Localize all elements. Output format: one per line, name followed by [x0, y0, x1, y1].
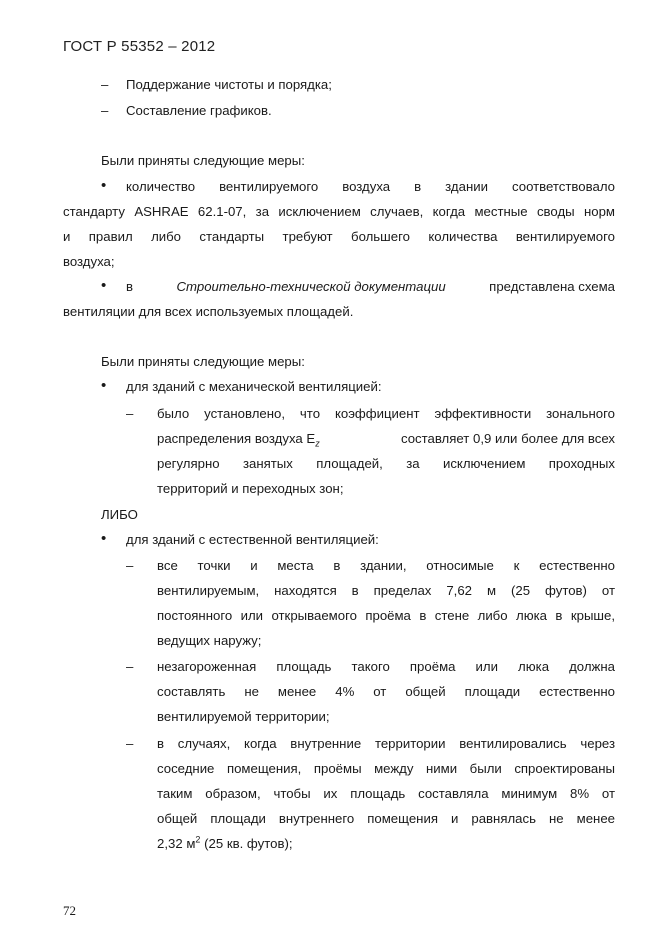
italic-doc-title: Строительно-технической документации — [176, 279, 446, 294]
dash-marker: – — [126, 659, 134, 674]
text-segment — [157, 430, 320, 447]
section-intro: Были приняты следующие меры: — [101, 354, 305, 369]
paragraph-line: и правил либо стандарты требуют большего количества вентилируемого — [63, 229, 615, 244]
bullet-marker: • — [101, 277, 107, 294]
dash-marker: – — [101, 77, 109, 92]
text-segment: 2,32 м — [157, 836, 196, 851]
text-segment: в — [126, 279, 134, 294]
paragraph-line: таким образом, чтобы их площадь составляла минимум 8% от — [157, 786, 615, 801]
text-segment: представлена схема — [489, 279, 615, 294]
paragraph-line: все точки и места в здании, относимые к естественно — [157, 558, 615, 573]
paragraph-line: незагороженная площадь такого проёма или люка должна — [157, 659, 615, 674]
dash-marker: – — [126, 736, 134, 751]
bullet-marker: • — [101, 530, 107, 547]
document-header: ГОСТ Р 55352 – 2012 — [63, 38, 216, 55]
bullet-marker: • — [101, 177, 107, 194]
text-segment: составляет 0,9 или более для всех — [400, 431, 615, 446]
dash-marker: – — [126, 558, 134, 573]
paragraph-line: количество вентилируемого воздуха в здании соответствовало — [126, 179, 615, 194]
paragraph-line: вентилируемым, находятся в пределах 7,62 м (25 футов) от — [157, 583, 615, 598]
subscript: z — [315, 438, 320, 449]
paragraph-line: территорий и переходных зон; — [157, 481, 344, 496]
paragraph-line — [126, 278, 615, 295]
text-segment: распределения воздуха E — [157, 431, 316, 446]
paragraph-line: соседние помещения, проёмы между ними были спроектированы — [157, 761, 615, 776]
subsection-title: для зданий с естественной вентиляцией: — [126, 532, 379, 547]
paragraph-line: общей площади внутреннего помещения и равнялась не менее — [157, 811, 615, 826]
dash-marker: – — [126, 406, 134, 421]
paragraph-line — [157, 430, 615, 447]
paragraph-line: вентиляции для всех используемых площадей. — [63, 304, 354, 319]
subsection-title: для зданий с механической вентиляцией: — [126, 379, 382, 394]
dash-marker: – — [101, 103, 109, 118]
paragraph-line: регулярно занятых площадей, за исключением проходных — [157, 456, 615, 471]
paragraph-line: постоянного или открываемого проёма в стене либо люка в крыше, — [157, 608, 615, 623]
text-segment: (25 кв. футов); — [204, 836, 293, 851]
bullet-marker: • — [101, 377, 107, 394]
or-label: ЛИБО — [101, 507, 138, 522]
paragraph-line: было установлено, что коэффициент эффективности зонального — [157, 406, 615, 421]
paragraph-line: вентилируемой территории; — [157, 709, 330, 724]
list-item: Поддержание чистоты и порядка; — [126, 77, 332, 92]
page-number: 72 — [63, 903, 76, 918]
paragraph-line: составлять не менее 4% от общей площади естественно — [157, 684, 615, 699]
paragraph-line: в случаях, когда внутренние территории вентилировались через — [157, 736, 615, 751]
paragraph-line — [157, 835, 615, 852]
paragraph-line: ведущих наружу; — [157, 633, 262, 648]
section-intro: Были приняты следующие меры: — [101, 153, 305, 168]
superscript: 2 — [195, 834, 201, 845]
paragraph-line: воздуха; — [63, 254, 115, 269]
list-item: Составление графиков. — [126, 103, 272, 118]
paragraph-line: стандарту ASHRAE 62.1-07, за исключением случаев, когда местные своды норм — [63, 204, 615, 219]
